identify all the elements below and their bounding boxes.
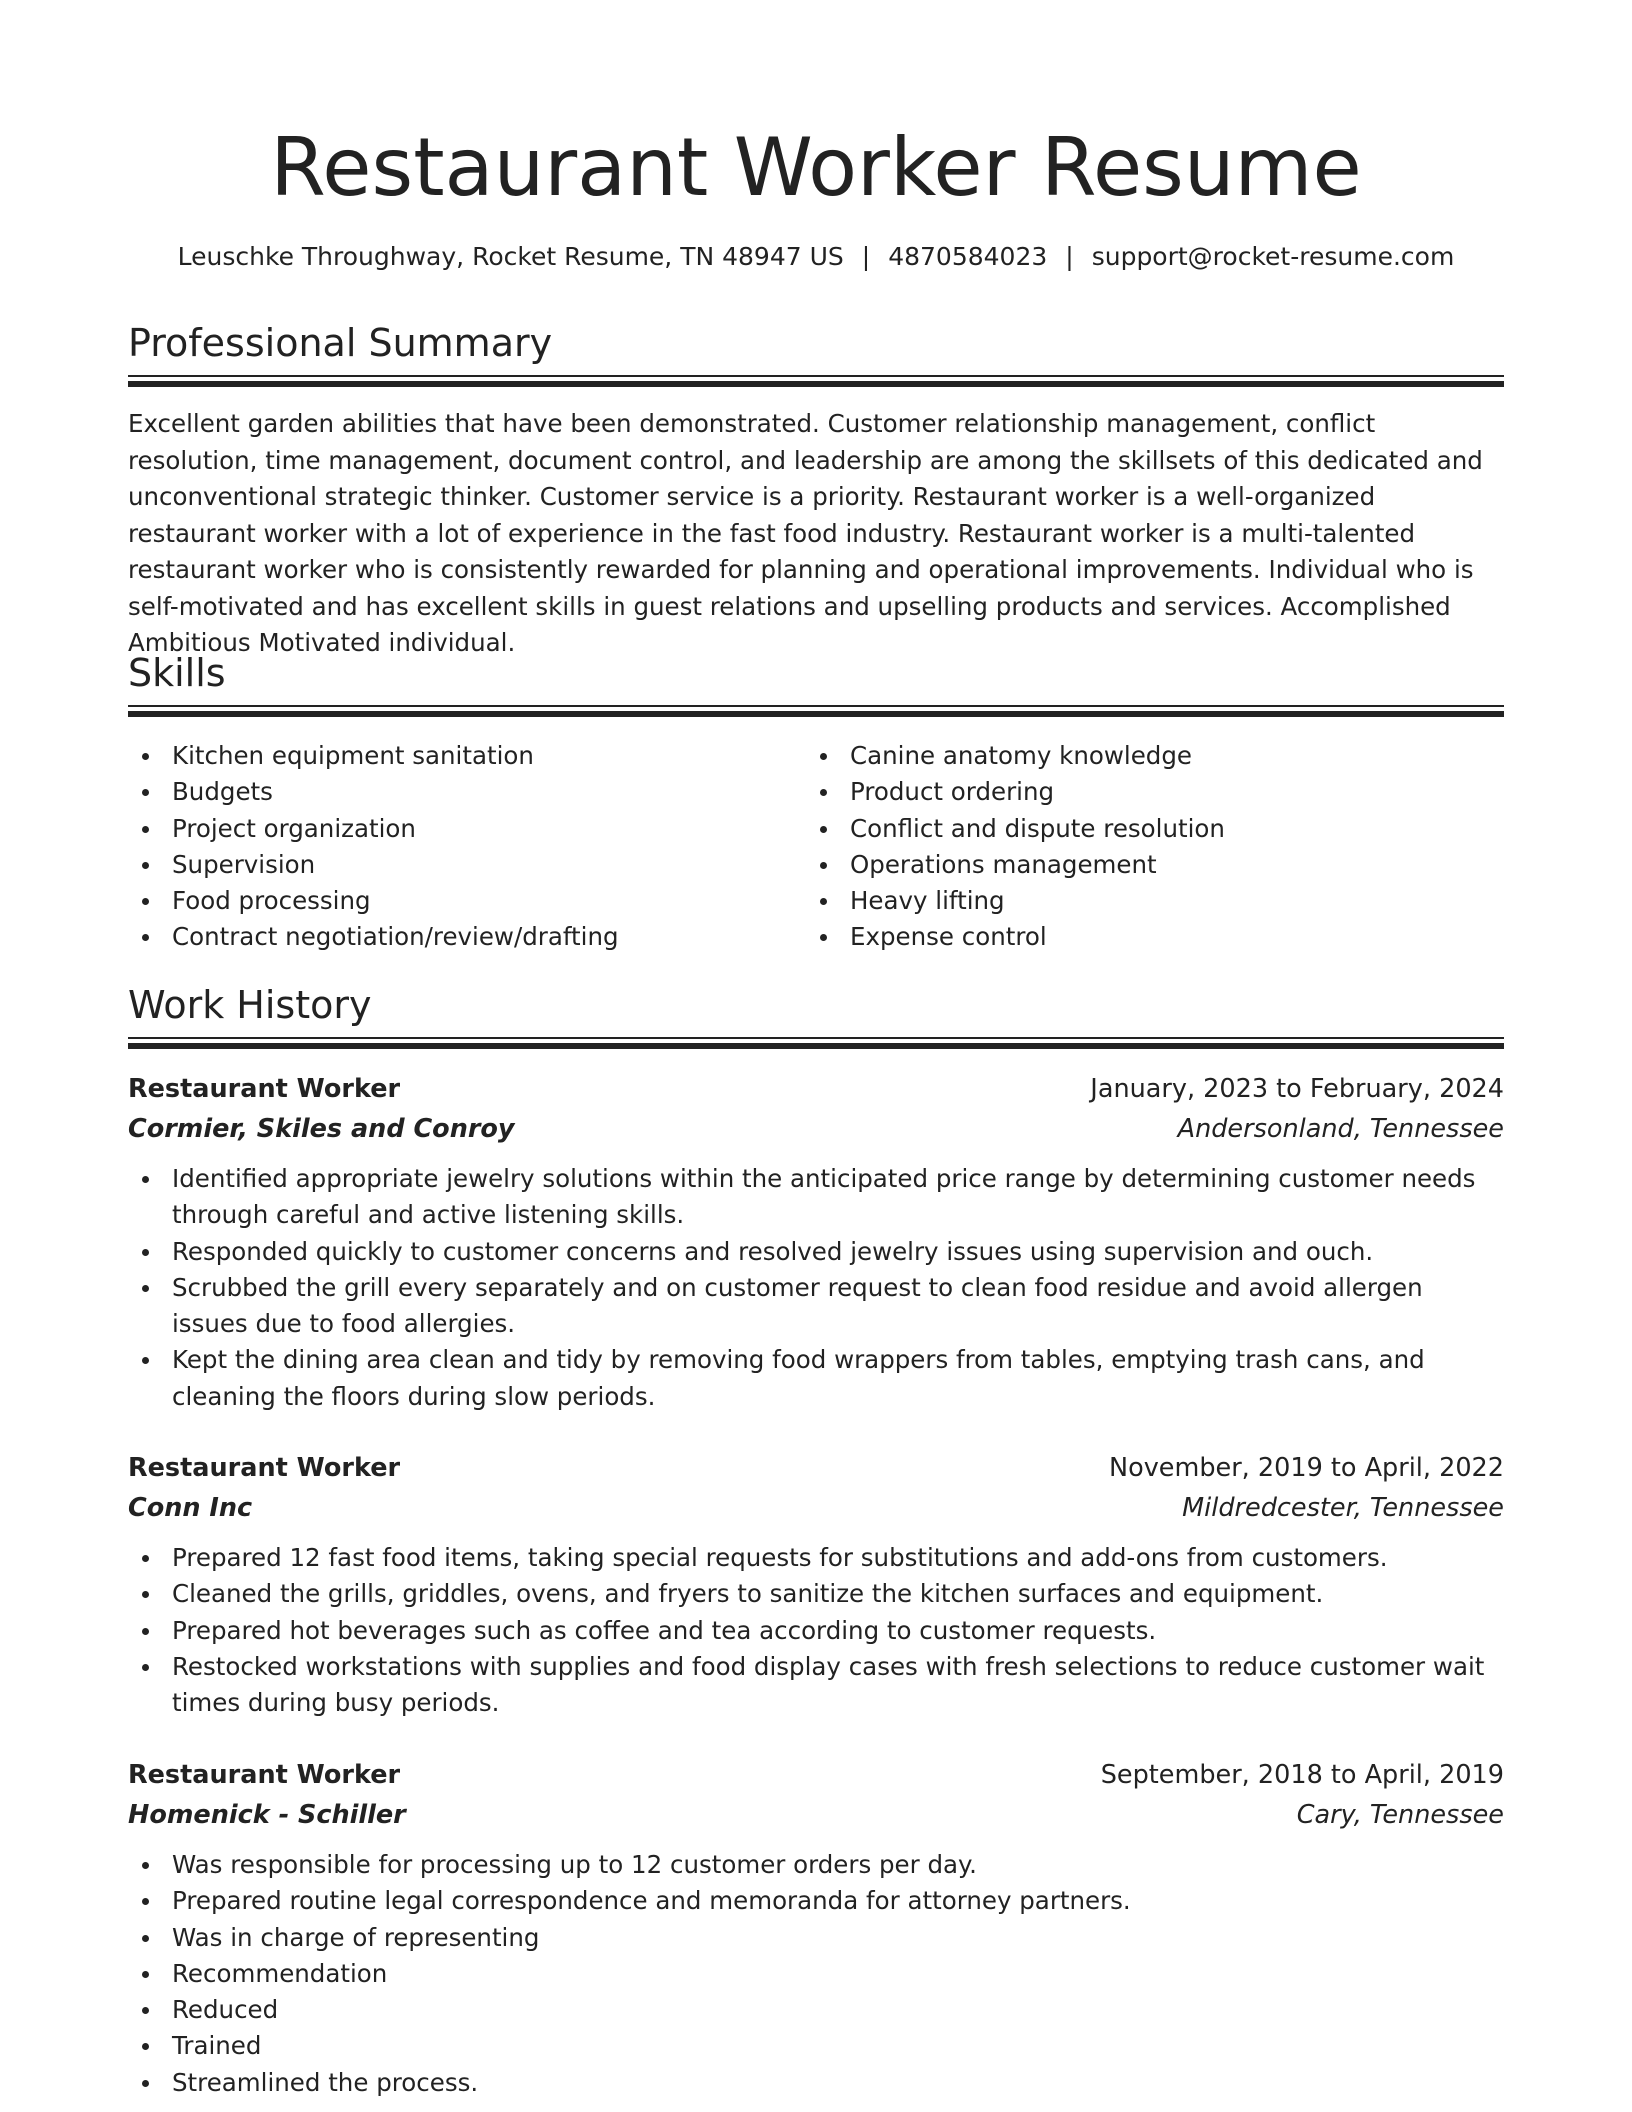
contact-phone: 4870584023 [888, 242, 1048, 271]
job-bullet: Prepared 12 fast food items, taking special requests for substitutions and add-ons from customers. [128, 1540, 1504, 1576]
skill-item: Food processing [128, 883, 806, 919]
skill-item: Canine anatomy knowledge [806, 738, 1484, 774]
summary-section-header [128, 318, 1504, 368]
job-entry [128, 1755, 1504, 2101]
job-bullet: Trained [128, 2028, 1504, 2064]
contact-line [0, 237, 1632, 277]
job-header-row [128, 1755, 1504, 1795]
job-bullet: Recommendation [128, 1956, 1504, 1992]
job-bullet: Cleaned the grills, griddles, ovens, and fryers to sanitize the kitchen surfaces and equipment. [128, 1576, 1504, 1612]
skill-item: Kitchen equipment sanitation [128, 738, 806, 774]
divider [128, 1037, 1504, 1039]
skill-item: Contract negotiation/review/drafting [128, 919, 806, 955]
skill-item: Product ordering [806, 774, 1484, 810]
job-dates: September, 2018 to April, 2019 [1100, 1760, 1504, 1790]
job-bullet: Kept the dining area clean and tidy by removing food wrappers from tables, emptying trash cans, and cleaning the floors during slow periods. [128, 1342, 1504, 1415]
job-company-row [128, 1109, 1504, 1149]
job-dates: January, 2023 to February, 2024 [1090, 1074, 1504, 1104]
skill-item: Supervision [128, 847, 806, 883]
divider [128, 381, 1504, 387]
divider [128, 1043, 1504, 1049]
contact-separator: | [861, 242, 871, 271]
skills-column-left [128, 738, 806, 956]
job-bullet: Restocked workstations with supplies and food display cases with fresh selections to reduce customer wait times during busy periods. [128, 1649, 1504, 1722]
skills-section-header [128, 648, 1504, 698]
skills-column-right [806, 738, 1484, 956]
job-company: Conn Inc [128, 1493, 253, 1523]
job-title: Restaurant Worker [128, 1074, 401, 1104]
job-location: Andersonland, Tennessee [1177, 1114, 1504, 1144]
contact-email: support@rocket-resume.com [1091, 242, 1455, 271]
skill-item: Heavy lifting [806, 883, 1484, 919]
job-bullets [128, 1540, 1504, 1721]
work-heading: Work History [128, 983, 372, 1027]
skill-item: Operations management [806, 847, 1484, 883]
job-bullet: Was in charge of representing [128, 1920, 1504, 1956]
job-location: Cary, Tennessee [1296, 1800, 1504, 1830]
job-bullet: Reduced [128, 1992, 1504, 2028]
skill-item: Conflict and dispute resolution [806, 811, 1484, 847]
summary-heading: Professional Summary [128, 321, 553, 365]
job-bullet: Was responsible for processing up to 12 customer orders per day. [128, 1847, 1504, 1883]
job-dates: November, 2019 to April, 2022 [1109, 1453, 1504, 1483]
resume-title: Restaurant Worker Resume [270, 121, 1362, 214]
job-bullet: Streamlined the process. [128, 2065, 1504, 2101]
job-location: Mildredcester, Tennessee [1182, 1493, 1504, 1523]
job-bullet: Prepared routine legal correspondence and memoranda for attorney partners. [128, 1883, 1504, 1919]
divider [128, 711, 1504, 717]
job-bullet: Scrubbed the grill every separately and on customer request to clean food residue and avoid allergen issues due to food allergies. [128, 1270, 1504, 1343]
job-company: Cormier, Skiles and Conroy [128, 1114, 515, 1144]
job-bullet: Responded quickly to customer concerns and resolved jewelry issues using supervision and ouch. [128, 1234, 1504, 1270]
job-bullet: Identified appropriate jewelry solutions within the anticipated price range by determining customer needs through careful and active listening skills. [128, 1161, 1504, 1234]
skill-item: Budgets [128, 774, 806, 810]
summary-text: Excellent garden abilities that have been demonstrated. Customer relationship management, conflict resolution, time management, document control, and leadership are among the skillsets of this dedicated and unconventional strategic thinker. Customer service is a priority. Restaurant worker is a well-organized restaurant worker with a lot of experience in the fast food industry. Restaurant worker is a multi-talented restaurant worker who is consistently rewarded for planning and operational improvements. Individual who is self-motivated and has excellent skills in guest relations and upselling products and services. Accomplished Ambitious Motivated individual. [128, 409, 1483, 657]
job-title: Restaurant Worker [128, 1760, 401, 1790]
job-bullets [128, 1847, 1504, 2101]
skills-list [128, 738, 1504, 956]
job-company-row [128, 1488, 1504, 1528]
job-bullets [128, 1161, 1504, 1415]
skill-item: Expense control [806, 919, 1484, 955]
contact-address: Leuschke Throughway, Rocket Resume, TN 48947 US [177, 242, 844, 271]
job-title: Restaurant Worker [128, 1453, 401, 1483]
work-section-header [128, 980, 1504, 1030]
divider [128, 705, 1504, 707]
job-company: Homenick - Schiller [128, 1800, 406, 1830]
job-bullet: Prepared hot beverages such as coffee and tea according to customer requests. [128, 1613, 1504, 1649]
skills-heading: Skills [128, 651, 226, 695]
job-entry [128, 1069, 1504, 1415]
divider [128, 375, 1504, 377]
contact-separator: | [1065, 242, 1074, 271]
job-entry [128, 1448, 1504, 1721]
job-company-row [128, 1795, 1504, 1835]
job-header-row [128, 1448, 1504, 1488]
skill-item: Project organization [128, 811, 806, 847]
job-header-row [128, 1069, 1504, 1109]
